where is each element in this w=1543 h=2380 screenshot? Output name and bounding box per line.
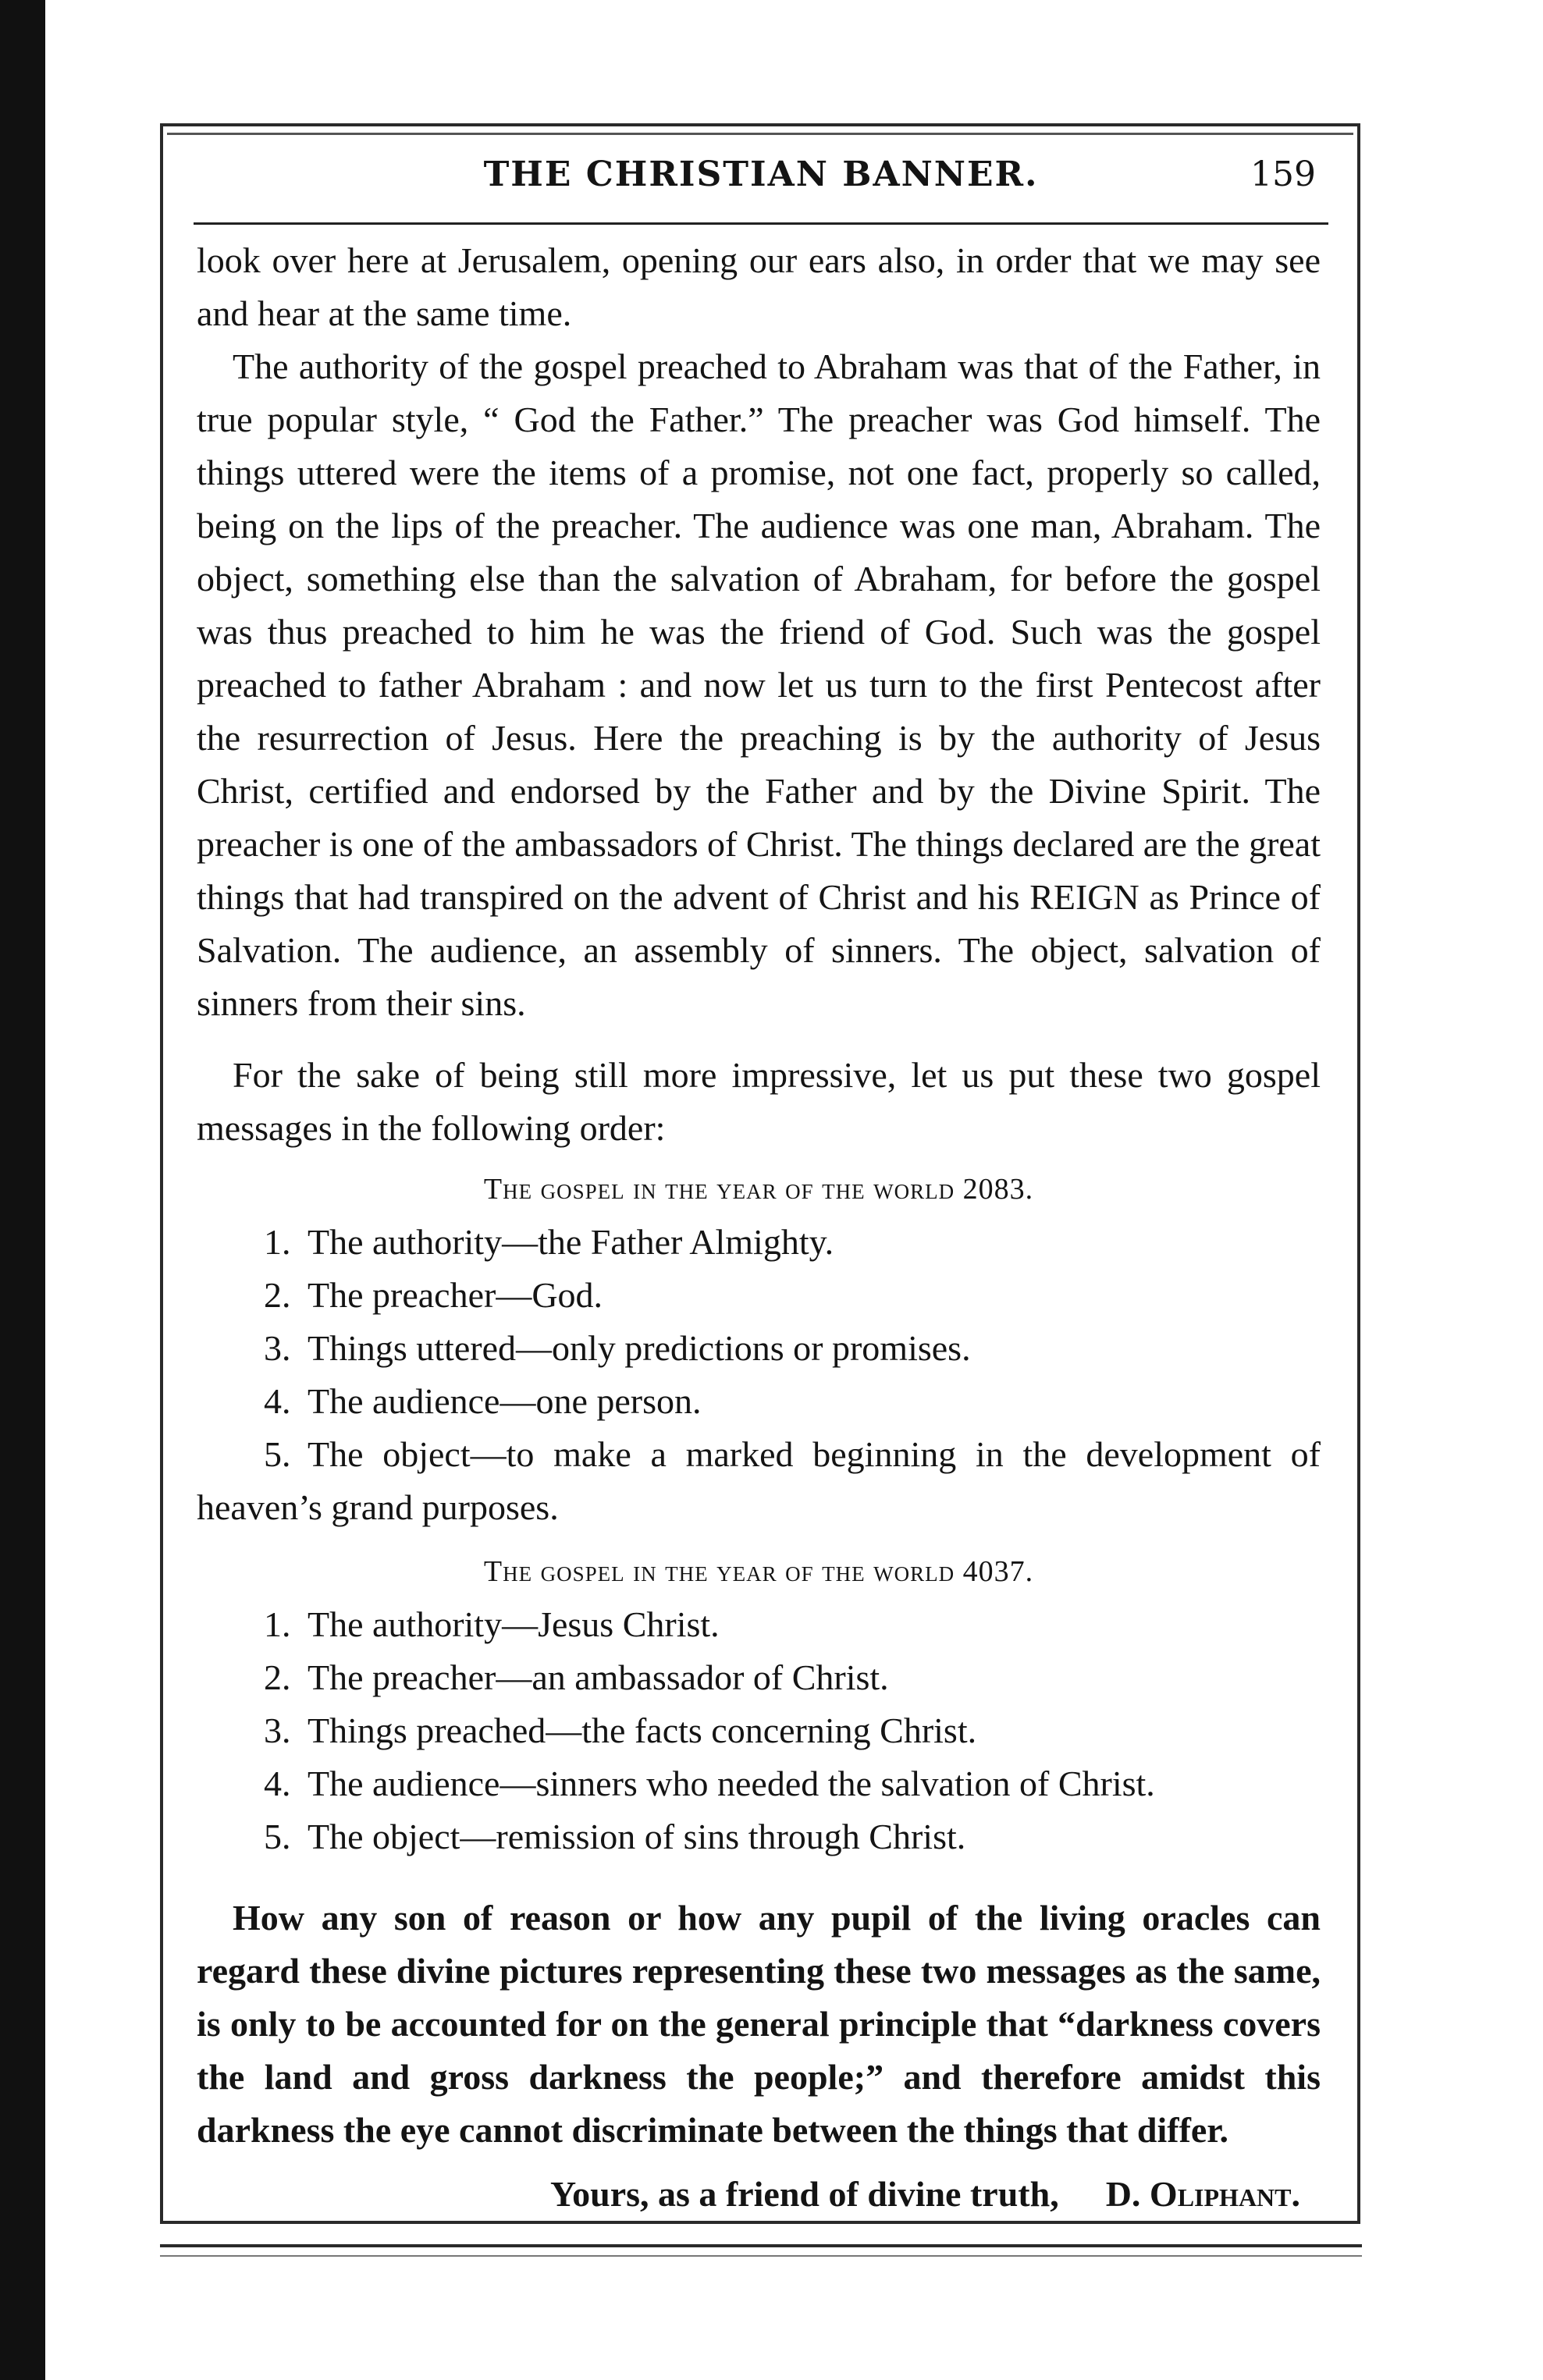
- valediction: Yours, as a friend of divine truth,: [549, 2174, 1059, 2214]
- list-item: 2. The preacher—an ambassador of Christ.: [264, 1657, 889, 1697]
- list-item: 4. The audience—one person.: [264, 1381, 702, 1421]
- paragraph-continuation: look over here at Jerusalem, opening our ears also, in order that we may see and hear at the same time.: [197, 240, 1321, 333]
- paragraph-authority: The authority of the gospel preached to Abraham was that of the Father, in true popular style, “ God the Father.” The preacher was God himself. The things uttered were the items of a promise, not one fact, properly so called, being on the lips of the preacher. The audience was one man, Abraham. The object, something else than the salvation of Abraham, for before the gospel was thus preached to him he was the friend of God. Such was the gospel preached to father Abraham : and now let us turn to the first Pentecost after the resurrection of Jesus. Here the preaching is by the authority of Jesus Christ, certified and endorsed by the Father and by the Divine Spirit. The preacher is one of the ambassadors of Christ. The things declared are the great things that had transpired on the advent of Christ and his REIGN as Prince of Salvation. The audience, an assembly of sinners. The object, salvation of sinners from their sins.: [197, 346, 1321, 1023]
- header-rule: [194, 222, 1328, 225]
- list-item: 5. The object—to make a marked beginning in the development of heaven’s grand purposes.: [197, 1434, 1321, 1527]
- closing-section: [197, 1892, 1321, 2221]
- list-item: 1. The authority—the Father Almighty.: [264, 1222, 834, 1262]
- paragraph-order-intro: For the sake of being still more impressive, let us put these two gospel messages in the following order:: [197, 1055, 1321, 1148]
- journal-title: THE CHRISTIAN BANNER.: [483, 155, 1039, 194]
- bottom-rule-thin: [160, 2255, 1362, 2257]
- page-number: 159: [1250, 155, 1316, 194]
- running-head: [195, 148, 1327, 212]
- signature-line: [197, 2168, 1321, 2221]
- list-item: 4. The audience—sinners who needed the salvation of Christ.: [264, 1764, 1155, 1803]
- list-item: 3. Things uttered—only predictions or promises.: [264, 1328, 971, 1368]
- list-item: 2. The preacher—God.: [264, 1275, 603, 1315]
- author-name: D. Oliphant.: [1105, 2174, 1300, 2214]
- book-spine-edge: [0, 0, 45, 2380]
- article-body: [197, 234, 1321, 2221]
- list-item: 5. The object—remission of sins through Christ.: [264, 1817, 966, 1856]
- section-heading-2083: The gospel in the year of the world 2083.: [483, 1173, 1034, 1206]
- paragraph-closing: How any son of reason or how any pupil of the living oracles can regard these divine pictures representing these two messages as the same, is only to be accounted for on the general principle that “darkness covers the land and gross darkness the people;” and therefore amidst this darkness the eye cannot discriminate between the things that differ.: [197, 1898, 1321, 2150]
- top-rule: [167, 133, 1353, 135]
- bottom-rule: [160, 2244, 1362, 2247]
- section-heading-4037: The gospel in the year of the world 4037.: [483, 1555, 1034, 1588]
- list-item: 3. Things preached—the facts concerning Christ.: [264, 1710, 977, 1750]
- list-item: 1. The authority—Jesus Christ.: [264, 1604, 720, 1644]
